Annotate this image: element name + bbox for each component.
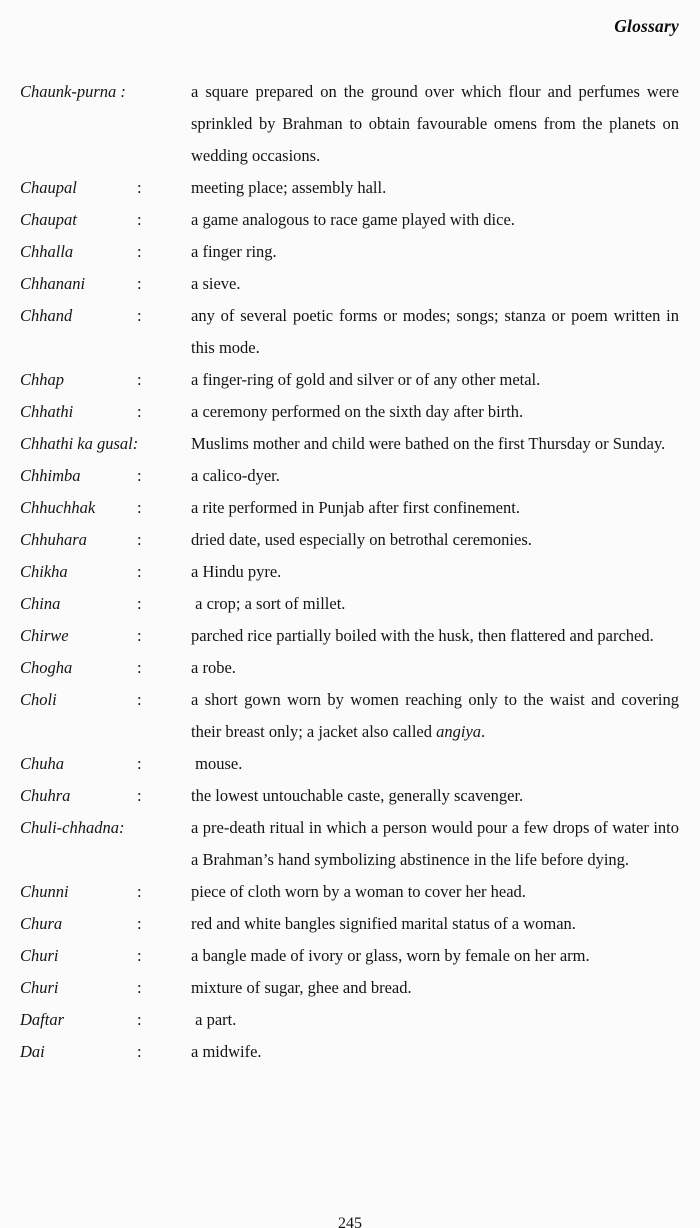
glossary-entry — [20, 748, 679, 780]
glossary-entry — [20, 588, 679, 620]
glossary-entry — [20, 1036, 679, 1068]
glossary-entry — [20, 780, 679, 812]
glossary-definition: a short gown worn by women reaching only to the waist and covering their breast only; a jacket also called angiya. — [191, 690, 679, 741]
glossary-separator: : — [137, 210, 142, 229]
glossary-term: Chhalla — [20, 242, 74, 261]
glossary-definition: a part. — [191, 1010, 237, 1029]
glossary-definition: mixture of sugar, ghee and bread. — [191, 978, 412, 997]
glossary-definition: a square prepared on the ground over which flour and perfumes were sprinkled by Brahman to obtain favourable omens from the planets on wedding occasions. — [191, 82, 679, 165]
glossary-entry — [20, 428, 679, 460]
glossary-entry — [20, 236, 679, 268]
glossary-separator: : — [137, 1010, 142, 1029]
glossary-separator: : — [137, 402, 142, 421]
glossary-entry — [20, 524, 679, 556]
glossary-entry — [20, 268, 679, 300]
glossary-definition: a sieve. — [191, 274, 241, 293]
glossary-definition: parched rice partially boiled with the husk, then flattered and parched. — [191, 626, 654, 645]
glossary-term: Chuhra — [20, 786, 71, 805]
glossary-term: Churi — [20, 978, 59, 997]
glossary-entry — [20, 940, 679, 972]
glossary-separator: : — [137, 562, 142, 581]
glossary-definition: a Hindu pyre. — [191, 562, 282, 581]
glossary-separator: : — [137, 754, 142, 773]
glossary-term: Choli — [20, 690, 57, 709]
glossary-term: Chogha — [20, 658, 73, 677]
glossary-term: Chaupal — [20, 178, 77, 197]
glossary-term: Chuli-chhadna: — [20, 818, 125, 837]
glossary-separator: : — [137, 914, 142, 933]
glossary-separator: : — [137, 530, 142, 549]
glossary-entry — [20, 812, 679, 876]
glossary-term: Chirwe — [20, 626, 69, 645]
glossary-entry — [20, 1004, 679, 1036]
glossary-term: Chunni — [20, 882, 69, 901]
glossary-term: Churi — [20, 946, 59, 965]
glossary-separator: : — [137, 882, 142, 901]
glossary-separator: : — [137, 1042, 142, 1061]
glossary-definition: a finger ring. — [191, 242, 277, 261]
glossary-separator: : — [137, 178, 142, 197]
glossary-term: Chuha — [20, 754, 65, 773]
glossary-definition: a rite performed in Punjab after first confinement. — [191, 498, 520, 517]
glossary-definition: a bangle made of ivory or glass, worn by female on her arm. — [191, 946, 590, 965]
glossary-separator: : — [137, 594, 142, 613]
glossary-term: Chhathi — [20, 402, 74, 421]
glossary-definition: a pre-death ritual in which a person would pour a few drops of water into a Brahman’s hand symbolizing abstinence in the life before dying. — [191, 818, 679, 869]
glossary-entry — [20, 652, 679, 684]
glossary-term: Chhuhara — [20, 530, 87, 549]
glossary-definition: the lowest untouchable caste, generally scavenger. — [191, 786, 524, 805]
page-number: 245 — [338, 1215, 362, 1228]
glossary-entry — [20, 300, 679, 364]
glossary-term: Chhanani — [20, 274, 86, 293]
glossary-definition: a crop; a sort of millet. — [191, 594, 346, 613]
glossary-entry — [20, 492, 679, 524]
glossary-entry — [20, 364, 679, 396]
glossary-term: Chhathi ka gusal: — [20, 434, 139, 453]
glossary-definition: Muslims mother and child were bathed on the first Thursday or Sunday. — [191, 434, 666, 453]
glossary-definition: a finger-ring of gold and silver or of any other metal. — [191, 370, 541, 389]
glossary-entry — [20, 204, 679, 236]
glossary-entry — [20, 908, 679, 940]
glossary-entry-list — [20, 76, 679, 1068]
glossary-entry — [20, 172, 679, 204]
glossary-entry — [20, 972, 679, 1004]
glossary-entry — [20, 620, 679, 652]
glossary-term: Chhand — [20, 306, 73, 325]
glossary-definition: a ceremony performed on the sixth day after birth. — [191, 402, 524, 421]
glossary-separator: : — [137, 978, 142, 997]
glossary-separator: : — [137, 370, 142, 389]
glossary-entry — [20, 556, 679, 588]
glossary-definition: dried date, used especially on betrothal ceremonies. — [191, 530, 532, 549]
glossary-entry — [20, 460, 679, 492]
glossary-term: Chikha — [20, 562, 68, 581]
glossary-entry — [20, 684, 679, 748]
glossary-separator: : — [137, 946, 142, 965]
glossary-separator: : — [137, 466, 142, 485]
glossary-definition: mouse. — [191, 754, 243, 773]
glossary-term: Chaupat — [20, 210, 77, 229]
glossary-term: Chaunk-purna : — [20, 82, 126, 101]
glossary-definition: red and white bangles signified marital status of a woman. — [191, 914, 576, 933]
glossary-definition: piece of cloth worn by a woman to cover her head. — [191, 882, 526, 901]
glossary-definition: meeting place; assembly hall. — [191, 178, 387, 197]
running-head: Glossary — [614, 16, 679, 36]
glossary-entry — [20, 876, 679, 908]
glossary-term: Daftar — [20, 1010, 65, 1029]
glossary-term: Chura — [20, 914, 63, 933]
glossary-definition: any of several poetic forms or modes; songs; stanza or poem written in this mode. — [191, 306, 679, 357]
glossary-definition: a game analogous to race game played with dice. — [191, 210, 515, 229]
glossary-separator: : — [137, 498, 142, 517]
glossary-term: Chhimba — [20, 466, 81, 485]
glossary-separator: : — [137, 690, 142, 709]
glossary-definition: a midwife. — [191, 1042, 262, 1061]
glossary-term: China — [20, 594, 61, 613]
glossary-separator: : — [137, 242, 142, 261]
glossary-definition: a robe. — [191, 658, 236, 677]
glossary-term: Dai — [20, 1042, 45, 1061]
glossary-entry — [20, 396, 679, 428]
glossary-separator: : — [137, 626, 142, 645]
glossary-separator: : — [137, 786, 142, 805]
glossary-separator: : — [137, 306, 142, 325]
glossary-definition: a calico-dyer. — [191, 466, 280, 485]
glossary-term: Chhuchhak — [20, 498, 96, 517]
glossary-separator: : — [137, 274, 142, 293]
glossary-entry — [20, 76, 679, 172]
glossary-term: Chhap — [20, 370, 65, 389]
glossary-separator: : — [137, 658, 142, 677]
